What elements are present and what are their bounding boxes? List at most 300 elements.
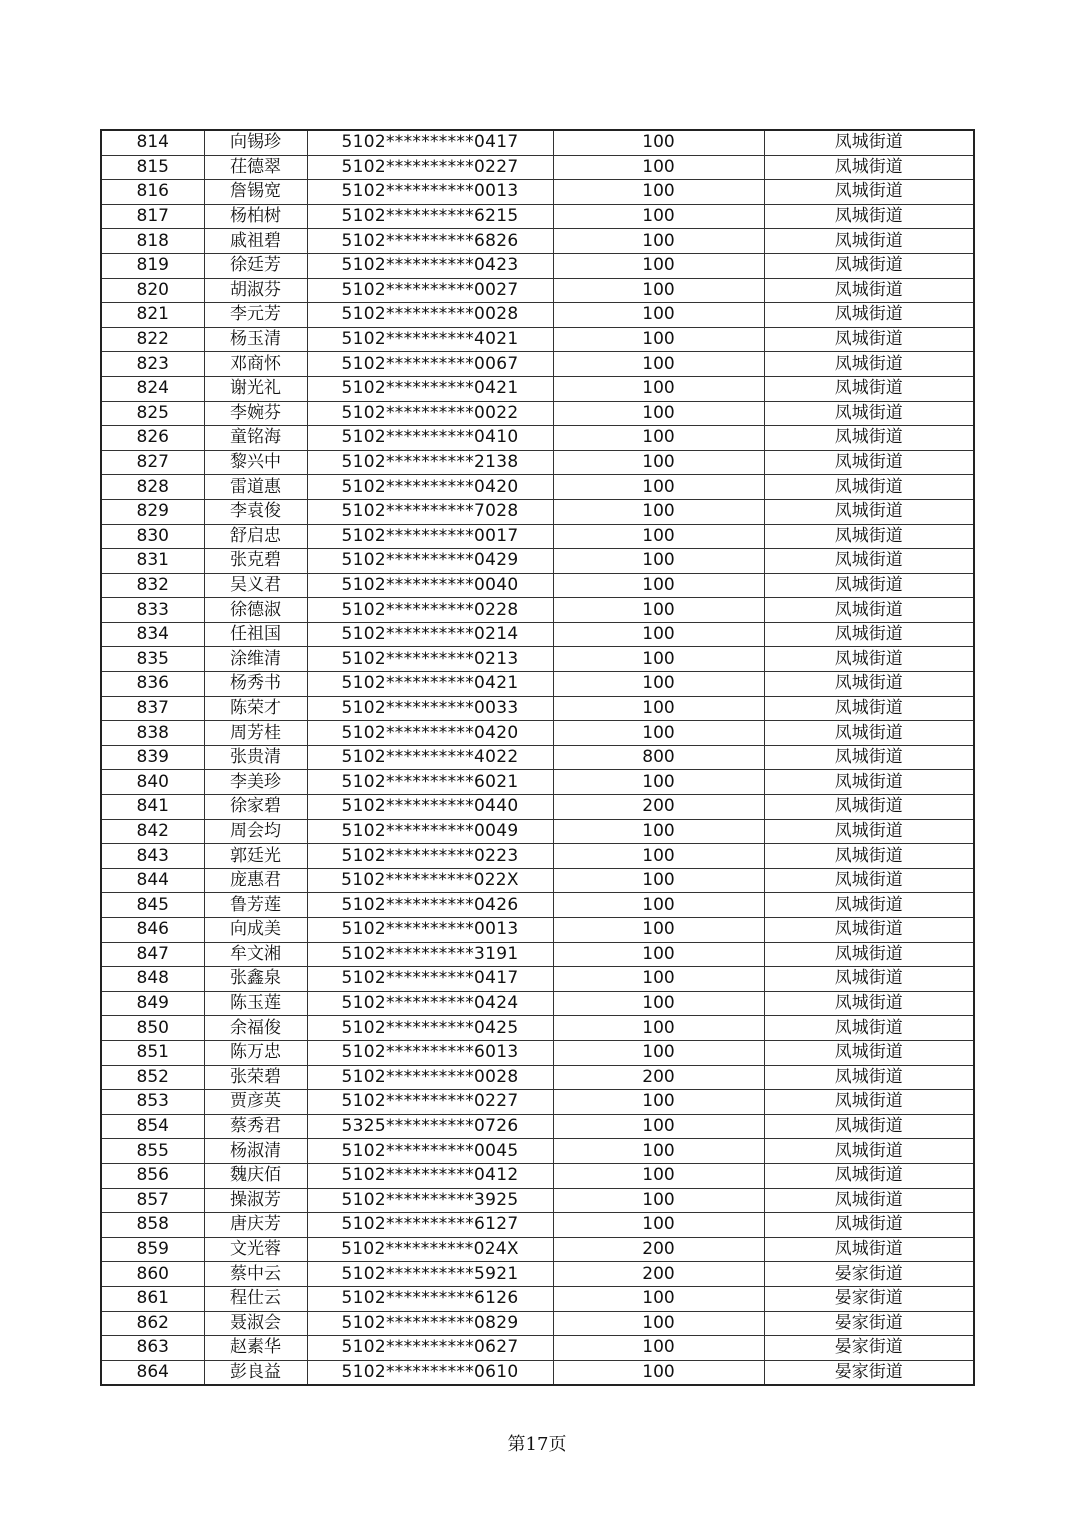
amount-cell: 100 [553,303,764,328]
street-cell: 凤城街道 [764,1163,974,1188]
id-number-cell: 5102**********0424 [307,991,553,1016]
row-number-cell: 821 [101,303,204,328]
table-row [101,647,974,672]
street-cell: 凤城街道 [764,918,974,943]
table-row [101,844,974,869]
amount-cell: 200 [553,1262,764,1287]
id-number-cell: 5102**********0028 [307,303,553,328]
table-row [101,721,974,746]
name-cell: 涂维清 [204,647,307,672]
recipient-table-body [101,130,974,1385]
table-row [101,868,974,893]
street-cell: 凤城街道 [764,1065,974,1090]
amount-cell: 100 [553,696,764,721]
row-number-cell: 863 [101,1336,204,1361]
row-number-cell: 838 [101,721,204,746]
row-number-cell: 823 [101,352,204,377]
amount-cell: 100 [553,352,764,377]
amount-cell: 100 [553,524,764,549]
street-cell: 凤城街道 [764,844,974,869]
street-cell: 凤城街道 [764,1213,974,1238]
row-number-cell: 827 [101,450,204,475]
name-cell: 唐庆芳 [204,1213,307,1238]
name-cell: 彭良益 [204,1360,307,1385]
table-row [101,1163,974,1188]
table-row [101,1016,974,1041]
amount-cell: 100 [553,1188,764,1213]
table-row [101,1188,974,1213]
table-row [101,598,974,623]
name-cell: 陈玉莲 [204,991,307,1016]
name-cell: 张克碧 [204,549,307,574]
table-row [101,672,974,697]
row-number-cell: 842 [101,819,204,844]
street-cell: 凤城街道 [764,327,974,352]
street-cell: 凤城街道 [764,155,974,180]
name-cell: 向成美 [204,918,307,943]
id-number-cell: 5102**********0017 [307,524,553,549]
table-row [101,1336,974,1361]
id-number-cell: 5102**********0228 [307,598,553,623]
id-number-cell: 5102**********0421 [307,376,553,401]
table-row [101,1139,974,1164]
street-cell: 凤城街道 [764,573,974,598]
id-number-cell: 5102**********0627 [307,1336,553,1361]
amount-cell: 100 [553,647,764,672]
street-cell: 凤城街道 [764,868,974,893]
amount-cell: 100 [553,622,764,647]
row-number-cell: 850 [101,1016,204,1041]
table-row [101,819,974,844]
row-number-cell: 819 [101,253,204,278]
name-cell: 蔡秀君 [204,1114,307,1139]
name-cell: 陈荣才 [204,696,307,721]
street-cell: 晏家街道 [764,1311,974,1336]
id-number-cell: 5102**********0420 [307,721,553,746]
id-number-cell: 5102**********0028 [307,1065,553,1090]
row-number-cell: 845 [101,893,204,918]
name-cell: 戚祖碧 [204,229,307,254]
amount-cell: 200 [553,1065,764,1090]
street-cell: 凤城街道 [764,475,974,500]
street-cell: 凤城街道 [764,1040,974,1065]
amount-cell: 100 [553,893,764,918]
name-cell: 魏庆佰 [204,1163,307,1188]
amount-cell: 100 [553,991,764,1016]
name-cell: 聂淑会 [204,1311,307,1336]
amount-cell: 100 [553,819,764,844]
table-row [101,1286,974,1311]
table-row [101,130,974,155]
amount-cell: 100 [553,278,764,303]
name-cell: 茌德翠 [204,155,307,180]
table-row [101,622,974,647]
street-cell: 凤城街道 [764,303,974,328]
id-number-cell: 5102**********0412 [307,1163,553,1188]
table-row [101,770,974,795]
id-number-cell: 5102**********6826 [307,229,553,254]
name-cell: 蔡中云 [204,1262,307,1287]
street-cell: 晏家街道 [764,1262,974,1287]
amount-cell: 100 [553,130,764,155]
amount-cell: 100 [553,942,764,967]
street-cell: 凤城街道 [764,549,974,574]
row-number-cell: 822 [101,327,204,352]
name-cell: 黎兴中 [204,450,307,475]
amount-cell: 100 [553,918,764,943]
street-cell: 凤城街道 [764,991,974,1016]
amount-cell: 100 [553,573,764,598]
id-number-cell: 5102**********022X [307,868,553,893]
street-cell: 凤城街道 [764,721,974,746]
row-number-cell: 836 [101,672,204,697]
row-number-cell: 831 [101,549,204,574]
row-number-cell: 864 [101,1360,204,1385]
amount-cell: 100 [553,1163,764,1188]
table-row [101,918,974,943]
row-number-cell: 815 [101,155,204,180]
id-number-cell: 5102**********7028 [307,499,553,524]
table-row [101,426,974,451]
name-cell: 张鑫泉 [204,967,307,992]
table-row [101,967,974,992]
name-cell: 李元芳 [204,303,307,328]
amount-cell: 100 [553,155,764,180]
row-number-cell: 841 [101,795,204,820]
row-number-cell: 859 [101,1237,204,1262]
table-row [101,1040,974,1065]
row-number-cell: 833 [101,598,204,623]
row-number-cell: 856 [101,1163,204,1188]
id-number-cell: 5102**********0227 [307,1090,553,1115]
row-number-cell: 825 [101,401,204,426]
name-cell: 任祖国 [204,622,307,647]
amount-cell: 100 [553,229,764,254]
id-number-cell: 5102**********0421 [307,672,553,697]
row-number-cell: 843 [101,844,204,869]
table-row [101,745,974,770]
id-number-cell: 5102**********0420 [307,475,553,500]
id-number-cell: 5102**********4021 [307,327,553,352]
id-number-cell: 5102**********0045 [307,1139,553,1164]
table-row [101,180,974,205]
name-cell: 雷道惠 [204,475,307,500]
table-row [101,376,974,401]
id-number-cell: 5325**********0726 [307,1114,553,1139]
street-cell: 凤城街道 [764,598,974,623]
name-cell: 杨淑清 [204,1139,307,1164]
street-cell: 凤城街道 [764,352,974,377]
id-number-cell: 5102**********0440 [307,795,553,820]
amount-cell: 100 [553,1090,764,1115]
row-number-cell: 840 [101,770,204,795]
id-number-cell: 5102**********5921 [307,1262,553,1287]
street-cell: 凤城街道 [764,426,974,451]
name-cell: 李婉芬 [204,401,307,426]
amount-cell: 100 [553,426,764,451]
table-row [101,696,974,721]
name-cell: 徐家碧 [204,795,307,820]
table-row [101,1090,974,1115]
row-number-cell: 832 [101,573,204,598]
name-cell: 舒启忠 [204,524,307,549]
name-cell: 胡淑芬 [204,278,307,303]
name-cell: 文光蓉 [204,1237,307,1262]
id-number-cell: 5102**********3925 [307,1188,553,1213]
id-number-cell: 5102**********0417 [307,967,553,992]
name-cell: 邓商怀 [204,352,307,377]
street-cell: 凤城街道 [764,401,974,426]
id-number-cell: 5102**********0214 [307,622,553,647]
id-number-cell: 5102**********0013 [307,918,553,943]
id-number-cell: 5102**********0067 [307,352,553,377]
amount-cell: 100 [553,327,764,352]
name-cell: 杨柏树 [204,204,307,229]
name-cell: 鲁芳莲 [204,893,307,918]
amount-cell: 100 [553,204,764,229]
amount-cell: 100 [553,1213,764,1238]
street-cell: 凤城街道 [764,622,974,647]
amount-cell: 100 [553,549,764,574]
amount-cell: 100 [553,721,764,746]
table-row [101,475,974,500]
id-number-cell: 5102**********6013 [307,1040,553,1065]
id-number-cell: 5102**********0425 [307,1016,553,1041]
table-row [101,991,974,1016]
street-cell: 凤城街道 [764,942,974,967]
table-row [101,795,974,820]
table-row [101,1360,974,1385]
street-cell: 凤城街道 [764,450,974,475]
table-row [101,524,974,549]
street-cell: 晏家街道 [764,1360,974,1385]
table-row [101,401,974,426]
amount-cell: 100 [553,868,764,893]
id-number-cell: 5102**********0033 [307,696,553,721]
street-cell: 凤城街道 [764,795,974,820]
id-number-cell: 5102**********0040 [307,573,553,598]
table-row [101,942,974,967]
name-cell: 陈万忠 [204,1040,307,1065]
row-number-cell: 817 [101,204,204,229]
table-row [101,303,974,328]
name-cell: 杨玉清 [204,327,307,352]
street-cell: 凤城街道 [764,180,974,205]
name-cell: 牟文湘 [204,942,307,967]
table-row [101,1213,974,1238]
row-number-cell: 844 [101,868,204,893]
amount-cell: 100 [553,1139,764,1164]
row-number-cell: 849 [101,991,204,1016]
row-number-cell: 854 [101,1114,204,1139]
street-cell: 凤城街道 [764,893,974,918]
street-cell: 凤城街道 [764,1016,974,1041]
row-number-cell: 851 [101,1040,204,1065]
street-cell: 凤城街道 [764,1114,974,1139]
table-row [101,352,974,377]
street-cell: 凤城街道 [764,204,974,229]
id-number-cell: 5102**********0429 [307,549,553,574]
amount-cell: 100 [553,1040,764,1065]
amount-cell: 100 [553,475,764,500]
street-cell: 凤城街道 [764,1237,974,1262]
amount-cell: 200 [553,795,764,820]
id-number-cell: 5102**********6215 [307,204,553,229]
id-number-cell: 5102**********0417 [307,130,553,155]
amount-cell: 100 [553,1336,764,1361]
amount-cell: 100 [553,844,764,869]
page-number: 第17页 [507,1434,567,1455]
amount-cell: 100 [553,1311,764,1336]
street-cell: 凤城街道 [764,278,974,303]
street-cell: 凤城街道 [764,1188,974,1213]
row-number-cell: 857 [101,1188,204,1213]
id-number-cell: 5102**********0022 [307,401,553,426]
name-cell: 徐德淑 [204,598,307,623]
table-row [101,1311,974,1336]
row-number-cell: 835 [101,647,204,672]
name-cell: 詹锡宽 [204,180,307,205]
amount-cell: 100 [553,180,764,205]
id-number-cell: 5102**********4022 [307,745,553,770]
id-number-cell: 5102**********6126 [307,1286,553,1311]
name-cell: 周芳桂 [204,721,307,746]
amount-cell: 100 [553,499,764,524]
id-number-cell: 5102**********0423 [307,253,553,278]
id-number-cell: 5102**********024X [307,1237,553,1262]
id-number-cell: 5102**********0013 [307,180,553,205]
name-cell: 张贵清 [204,745,307,770]
row-number-cell: 830 [101,524,204,549]
amount-cell: 100 [553,1360,764,1385]
row-number-cell: 816 [101,180,204,205]
street-cell: 凤城街道 [764,376,974,401]
id-number-cell: 5102**********0610 [307,1360,553,1385]
name-cell: 吴义君 [204,573,307,598]
name-cell: 郭廷光 [204,844,307,869]
table-row [101,327,974,352]
street-cell: 凤城街道 [764,647,974,672]
row-number-cell: 814 [101,130,204,155]
row-number-cell: 829 [101,499,204,524]
name-cell: 张荣碧 [204,1065,307,1090]
id-number-cell: 5102**********0829 [307,1311,553,1336]
table-row [101,278,974,303]
street-cell: 凤城街道 [764,696,974,721]
street-cell: 凤城街道 [764,1139,974,1164]
name-cell: 徐廷芳 [204,253,307,278]
street-cell: 晏家街道 [764,1286,974,1311]
street-cell: 凤城街道 [764,524,974,549]
name-cell: 操淑芳 [204,1188,307,1213]
row-number-cell: 847 [101,942,204,967]
row-number-cell: 853 [101,1090,204,1115]
amount-cell: 100 [553,672,764,697]
row-number-cell: 826 [101,426,204,451]
table-row [101,155,974,180]
id-number-cell: 5102**********6127 [307,1213,553,1238]
table-row [101,499,974,524]
amount-cell: 200 [553,1237,764,1262]
street-cell: 凤城街道 [764,745,974,770]
amount-cell: 100 [553,450,764,475]
name-cell: 余福俊 [204,1016,307,1041]
amount-cell: 100 [553,1016,764,1041]
row-number-cell: 848 [101,967,204,992]
row-number-cell: 837 [101,696,204,721]
table-row [101,229,974,254]
row-number-cell: 855 [101,1139,204,1164]
street-cell: 晏家街道 [764,1336,974,1361]
amount-cell: 100 [553,1286,764,1311]
table-row [101,549,974,574]
street-cell: 凤城街道 [764,819,974,844]
recipient-table [100,129,975,1386]
table-row [101,893,974,918]
table-row [101,450,974,475]
name-cell: 程仕云 [204,1286,307,1311]
street-cell: 凤城街道 [764,770,974,795]
id-number-cell: 5102**********0049 [307,819,553,844]
id-number-cell: 5102**********3191 [307,942,553,967]
id-number-cell: 5102**********0223 [307,844,553,869]
id-number-cell: 5102**********2138 [307,450,553,475]
name-cell: 李袁俊 [204,499,307,524]
street-cell: 凤城街道 [764,499,974,524]
row-number-cell: 820 [101,278,204,303]
id-number-cell: 5102**********6021 [307,770,553,795]
amount-cell: 100 [553,1114,764,1139]
street-cell: 凤城街道 [764,253,974,278]
id-number-cell: 5102**********0213 [307,647,553,672]
street-cell: 凤城街道 [764,229,974,254]
name-cell: 杨秀书 [204,672,307,697]
amount-cell: 100 [553,770,764,795]
name-cell: 庞惠君 [204,868,307,893]
name-cell: 赵素华 [204,1336,307,1361]
name-cell: 童铭海 [204,426,307,451]
street-cell: 凤城街道 [764,1090,974,1115]
name-cell: 向锡珍 [204,130,307,155]
row-number-cell: 860 [101,1262,204,1287]
row-number-cell: 846 [101,918,204,943]
table-row [101,573,974,598]
name-cell: 谢光礼 [204,376,307,401]
row-number-cell: 862 [101,1311,204,1336]
amount-cell: 100 [553,253,764,278]
id-number-cell: 5102**********0426 [307,893,553,918]
table-row [101,1237,974,1262]
amount-cell: 800 [553,745,764,770]
street-cell: 凤城街道 [764,967,974,992]
name-cell: 贾彦英 [204,1090,307,1115]
row-number-cell: 818 [101,229,204,254]
amount-cell: 100 [553,967,764,992]
row-number-cell: 861 [101,1286,204,1311]
table-row [101,1262,974,1287]
row-number-cell: 834 [101,622,204,647]
row-number-cell: 828 [101,475,204,500]
table-row [101,1114,974,1139]
street-cell: 凤城街道 [764,130,974,155]
row-number-cell: 824 [101,376,204,401]
id-number-cell: 5102**********0027 [307,278,553,303]
amount-cell: 100 [553,598,764,623]
id-number-cell: 5102**********0410 [307,426,553,451]
row-number-cell: 839 [101,745,204,770]
row-number-cell: 858 [101,1213,204,1238]
name-cell: 李美珍 [204,770,307,795]
